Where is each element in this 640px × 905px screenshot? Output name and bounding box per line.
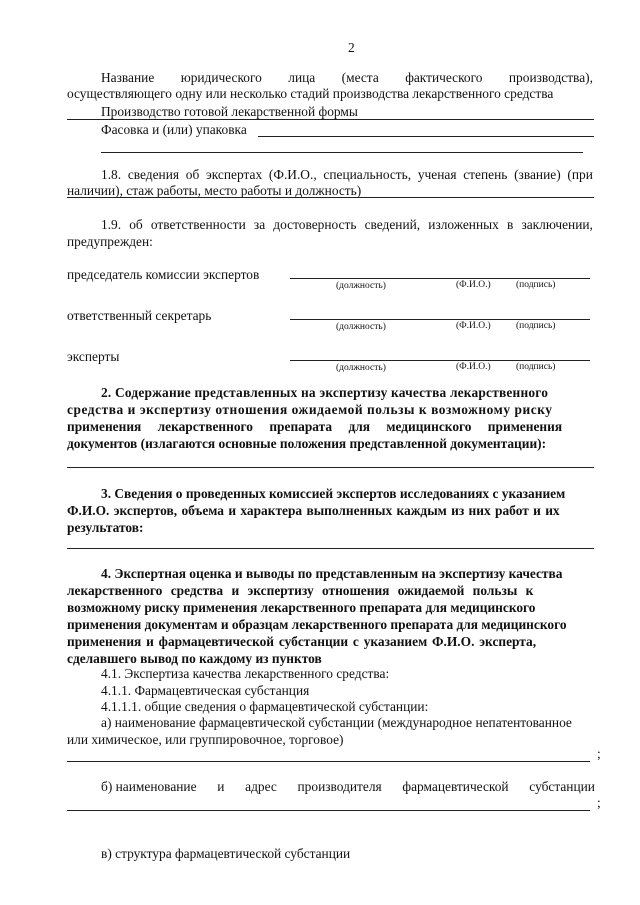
section3-line2: Ф.И.О. экспертов, объема и характера выполненных каждым из них работ и их [67, 503, 560, 518]
producer-word: лица [288, 70, 316, 85]
section4-line6: сделавшего вывод по каждому из пунктов [67, 651, 322, 666]
item-b-line [101, 779, 595, 795]
fill-line [67, 761, 590, 762]
section3-line3: результатов: [67, 520, 144, 535]
stage-packing: Фасовка и (или) упаковка [101, 122, 247, 137]
producer-heading-line1 [101, 70, 593, 86]
experts-info-line2: наличии), стаж работы, место работы и должность) [67, 183, 362, 198]
experts-word: (звание) [514, 167, 561, 182]
name-caption: (Ф.И.О.) [456, 321, 491, 331]
page-number: 2 [348, 40, 355, 55]
stage-production: Производство готовой лекарственной формы [101, 104, 358, 119]
experts-word: экспертах [206, 167, 263, 182]
position-caption: (должность) [336, 363, 386, 373]
responsibility-word: ответственности [150, 217, 246, 232]
signature-line [290, 360, 590, 361]
item-b-word: б) наименование [101, 779, 197, 794]
experts-word: (при [567, 167, 593, 182]
signature-role-chairman: председатель комиссии экспертов [67, 267, 260, 282]
fill-line [101, 152, 583, 153]
responsibility-word: об [129, 217, 143, 232]
fill-line [67, 467, 594, 468]
fill-line [67, 810, 590, 811]
responsibility-line1 [101, 217, 593, 233]
section3-line1: 3. Сведения о проведенных комиссией экспертов исследованиях с указанием [101, 486, 566, 501]
responsibility-word: 1.9. [101, 217, 122, 232]
underline [67, 119, 594, 120]
producer-word: юридического [180, 70, 262, 85]
experts-word: ученая [417, 167, 457, 182]
item-a-semicolon: ; [597, 746, 601, 761]
sign-caption: (подпись) [516, 362, 556, 372]
responsibility-word: заключении, [521, 217, 593, 232]
item-b-word: фармацевтической [402, 779, 509, 794]
name-caption: (Ф.И.О.) [456, 362, 491, 372]
experts-word: 1.8. [101, 167, 122, 182]
section4-line3: возможному риску применения лекарственного препарата для медицинского [67, 600, 536, 615]
responsibility-line2: предупрежден: [67, 234, 153, 249]
section4-line5: применения и фармацевтической субстанции с указанием Ф.И.О. эксперта, [67, 634, 537, 649]
producer-word: (места [341, 70, 379, 85]
experts-word: об [185, 167, 200, 182]
subsection-4-1-1: 4.1.1. Фармацевтическая субстанция [101, 683, 310, 698]
section2-line1: 2. Содержание представленных на экспертизу качества лекарственного [101, 385, 549, 400]
underline [67, 197, 594, 198]
subsection-4-1-1-1: 4.1.1.1. общие сведения о фармацевтической субстанции: [101, 699, 429, 714]
experts-word: (Ф.И.О., [268, 167, 317, 182]
position-caption: (должность) [336, 322, 386, 332]
item-a-line2: или химическое, или группировочное, торговое) [67, 732, 344, 747]
responsibility-word: за [253, 217, 266, 232]
signature-line [290, 278, 590, 279]
section4-line2: лекарственного средства и экспертизу отношения ожидаемой пользы к [67, 583, 534, 598]
producer-word: фактического [405, 70, 483, 85]
section2-line4: документов (излагаются основные положения представленной документации): [67, 436, 547, 451]
section2-line2: средства и экспертизу отношения ожидаемой пользы к возможному риску [67, 402, 553, 417]
item-c: в) структура фармацевтической субстанции [101, 846, 351, 861]
item-a-line1: а) наименование фармацевтической субстанции (международное непатентованное [101, 715, 572, 730]
item-b-word: адрес [245, 779, 277, 794]
experts-info-line1 [101, 167, 593, 183]
subsection-4-1: 4.1. Экспертиза качества лекарственного средства: [101, 666, 390, 681]
signature-role-experts: эксперты [67, 349, 120, 364]
sign-caption: (подпись) [516, 321, 556, 331]
item-b-semicolon: ; [597, 795, 601, 810]
producer-word: Название [101, 70, 155, 85]
section4-line4: применения документам и образцам лекарственного препарата для медицинского [67, 617, 567, 632]
item-b-word: производителя [297, 779, 382, 794]
experts-word: степень [463, 167, 508, 182]
fill-line [67, 548, 594, 549]
section4-line1: 4. Экспертная оценка и выводы по представленным на экспертизу качества [101, 566, 563, 581]
responsibility-word: достоверность [273, 217, 357, 232]
item-b-word: субстанции [529, 779, 595, 794]
position-caption: (должность) [336, 281, 386, 291]
name-caption: (Ф.И.О.) [456, 280, 491, 290]
section2-line3: применения лекарственного препарата для медицинского применения [67, 419, 563, 434]
sign-caption: (подпись) [516, 280, 556, 290]
fill-line [258, 136, 594, 137]
item-b-word: и [217, 779, 225, 794]
signature-role-secretary: ответственный секретарь [67, 308, 212, 323]
experts-word: специальность, [323, 167, 412, 182]
responsibility-word: в [506, 217, 514, 232]
signature-line [290, 319, 590, 320]
experts-word: сведения [127, 167, 180, 182]
producer-word: производства), [508, 70, 593, 85]
producer-heading-line2: осуществляющего одну или несколько стадий производства лекарственного средства [67, 86, 554, 101]
responsibility-word: сведений, [364, 217, 421, 232]
responsibility-word: изложенных [428, 217, 499, 232]
